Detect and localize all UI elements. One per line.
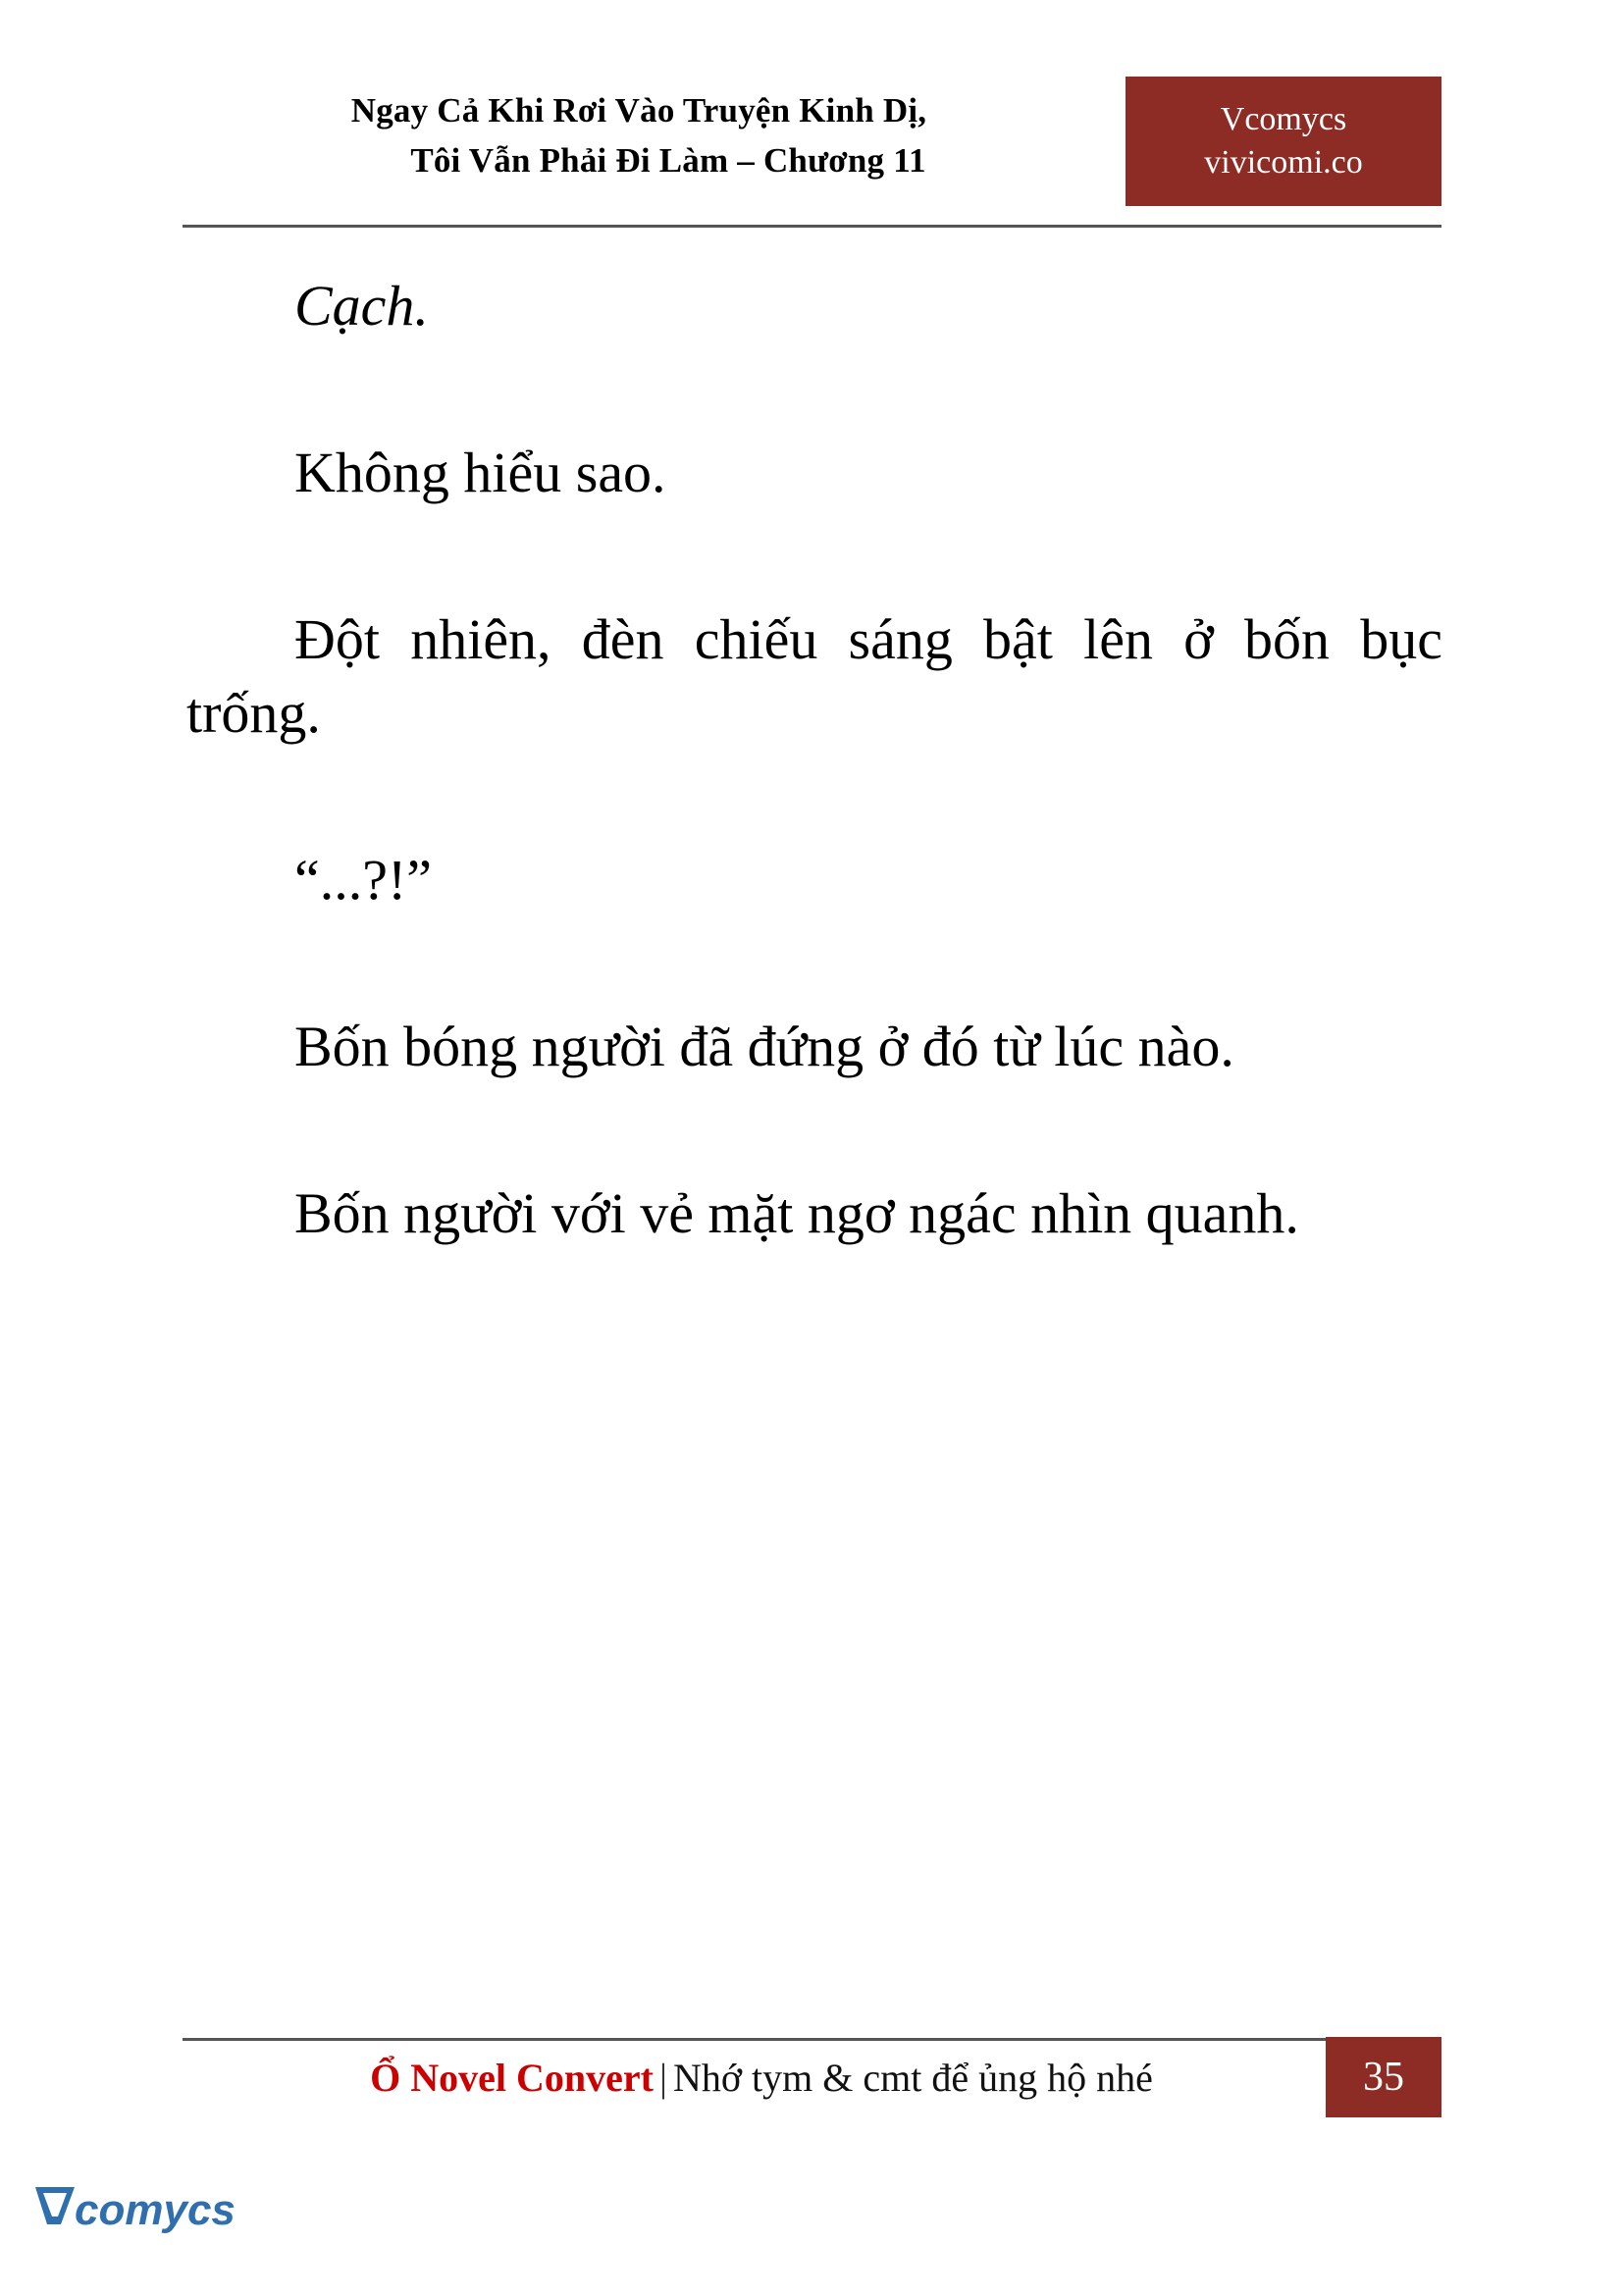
paragraph: Đột nhiên, đèn chiếu sáng bật lên ở bốn bục trống. [186,607,1442,745]
page-content [186,270,1442,1345]
site-badge[interactable] [1126,77,1441,206]
site-badge-name: Vcomycs [1220,100,1347,137]
site-badge-url: vivicomi.co [1204,144,1363,181]
footer-note: Nhớ tym & cmt để ủng hộ nhé [672,2056,1153,2100]
watermark-icon [29,2173,275,2262]
header-title-line2: Tôi Vẫn Phải Đi Làm – Chương 11 [410,140,926,180]
header-title [183,86,1095,186]
page-footer [183,2041,1441,2117]
paragraph: Bốn bóng người đã đứng ở đó từ lúc nào. [294,1015,1234,1079]
header-divider [183,225,1441,228]
footer-separator: | [658,2056,667,2100]
paragraph: Bốn người với vẻ mặt ngơ ngác nhìn quanh. [294,1181,1299,1246]
footer-brand: Ổ Novel Convert [370,2056,654,2100]
paragraph: Không hiểu sao. [294,441,666,505]
svg-text:comycs: comycs [75,2186,236,2234]
header-title-line1: Ngay Cả Khi Rơi Vào Truyện Kinh Dị, [350,91,927,130]
page-number: 35 [1326,2037,1441,2117]
footer-credit [183,2055,1340,2101]
vcomycs-watermark-logo [29,2173,275,2262]
paragraph: “...?!” [294,847,433,912]
page-header [183,86,1441,212]
paragraph: Cạch. [294,274,429,338]
